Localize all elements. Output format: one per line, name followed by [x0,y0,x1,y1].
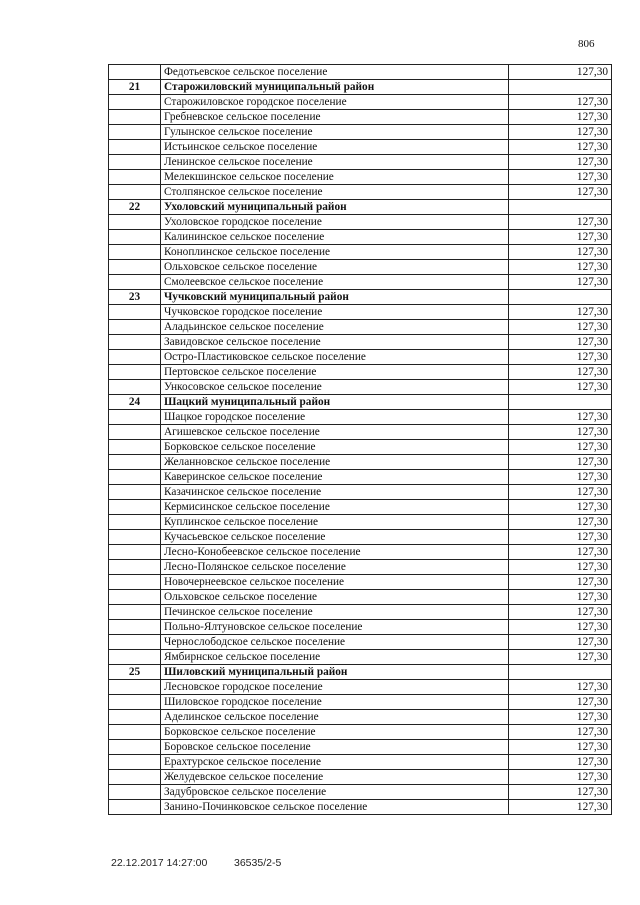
settlement-row [109,245,612,260]
settlement-name-cell: Кучасьевское сельское поселение [161,530,509,545]
tariff-value-cell: 127,30 [509,770,612,785]
tariff-value-cell: 127,30 [509,305,612,320]
settlement-row [109,515,612,530]
district-row [109,395,612,410]
row-number-cell [109,455,161,470]
settlement-name-cell: Старожиловское городское поселение [161,95,509,110]
tariff-value-cell: 127,30 [509,410,612,425]
settlement-row [109,455,612,470]
row-number-cell [109,515,161,530]
settlement-row [109,95,612,110]
settlement-row [109,620,612,635]
row-number-cell [109,545,161,560]
tariff-value-cell: 127,30 [509,440,612,455]
settlement-name-cell: Старожиловский муниципальный район [161,80,509,95]
settlement-name-cell: Остро-Пластиковское сельское поселение [161,350,509,365]
row-number-cell [109,470,161,485]
district-row [109,200,612,215]
district-row [109,665,612,680]
settlement-name-cell: Чучковский муниципальный район [161,290,509,305]
settlement-name-cell: Ухоловский муниципальный район [161,200,509,215]
settlement-name-cell: Пертовское сельское поселение [161,365,509,380]
row-number-cell: 23 [109,290,161,305]
settlement-name-cell: Боровское сельское поселение [161,740,509,755]
settlement-row [109,260,612,275]
tariff-value-cell: 127,30 [509,500,612,515]
tariff-value-cell: 127,30 [509,785,612,800]
settlement-name-cell: Чернослободское сельское поселение [161,635,509,650]
settlement-row [109,380,612,395]
settlement-row [109,740,612,755]
settlement-row [109,485,612,500]
settlement-name-cell: Гулынское сельское поселение [161,125,509,140]
row-number-cell: 21 [109,80,161,95]
tariff-value-cell [509,200,612,215]
settlement-name-cell: Лесно-Полянское сельское поселение [161,560,509,575]
settlement-row [109,230,612,245]
settlement-name-cell: Федотьевское сельское поселение [161,65,509,80]
tariff-value-cell: 127,30 [509,800,612,815]
settlement-name-cell: Истьинское сельское поселение [161,140,509,155]
settlement-row [109,635,612,650]
row-number-cell [109,410,161,425]
settlement-name-cell: Ерахтурское сельское поселение [161,755,509,770]
settlement-row [109,275,612,290]
settlement-name-cell: Шацкое городское поселение [161,410,509,425]
row-number-cell [109,65,161,80]
row-number-cell [109,725,161,740]
settlement-name-cell: Желанновское сельское поселение [161,455,509,470]
row-number-cell [109,605,161,620]
tariff-table-body [109,65,612,815]
row-number-cell [109,215,161,230]
row-number-cell [109,425,161,440]
tariff-value-cell: 127,30 [509,455,612,470]
settlement-row [109,425,612,440]
tariff-value-cell: 127,30 [509,695,612,710]
row-number-cell: 24 [109,395,161,410]
tariff-value-cell: 127,30 [509,470,612,485]
tariff-value-cell: 127,30 [509,245,612,260]
tariff-value-cell: 127,30 [509,230,612,245]
row-number-cell [109,95,161,110]
tariff-value-cell: 127,30 [509,140,612,155]
row-number-cell [109,185,161,200]
settlement-name-cell: Ольховское сельское поселение [161,590,509,605]
district-row [109,290,612,305]
settlement-name-cell: Завидовское сельское поселение [161,335,509,350]
tariff-value-cell: 127,30 [509,575,612,590]
settlement-row [109,185,612,200]
settlement-name-cell: Столпянское сельское поселение [161,185,509,200]
row-number-cell [109,230,161,245]
tariff-value-cell: 127,30 [509,215,612,230]
settlement-name-cell: Агишевское сельское поселение [161,425,509,440]
settlement-row [109,350,612,365]
row-number-cell [109,170,161,185]
page-number: 806 [578,38,595,50]
tariff-value-cell: 127,30 [509,185,612,200]
settlement-name-cell: Мелекшинское сельское поселение [161,170,509,185]
settlement-name-cell: Калининское сельское поселение [161,230,509,245]
row-number-cell [109,695,161,710]
row-number-cell [109,650,161,665]
settlement-row [109,410,612,425]
tariff-value-cell: 127,30 [509,365,612,380]
tariff-value-cell: 127,30 [509,710,612,725]
settlement-row [109,365,612,380]
settlement-name-cell: Шиловский муниципальный район [161,665,509,680]
settlement-row [109,65,612,80]
settlement-name-cell: Новочернеевское сельское поселение [161,575,509,590]
tariff-value-cell: 127,30 [509,95,612,110]
row-number-cell [109,335,161,350]
settlement-row [109,680,612,695]
row-number-cell [109,500,161,515]
settlement-row [109,545,612,560]
settlement-name-cell: Ольховское сельское поселение [161,260,509,275]
settlement-name-cell: Борковское сельское поселение [161,725,509,740]
settlement-name-cell: Аладьинское сельское поселение [161,320,509,335]
row-number-cell [109,620,161,635]
row-number-cell [109,380,161,395]
settlement-name-cell: Ухоловское городское поселение [161,215,509,230]
settlement-name-cell: Ункосовское сельское поселение [161,380,509,395]
settlement-name-cell: Задубровское сельское поселение [161,785,509,800]
tariff-value-cell: 127,30 [509,620,612,635]
row-number-cell [109,110,161,125]
settlement-name-cell: Лесновское городское поселение [161,680,509,695]
settlement-row [109,560,612,575]
settlement-row [109,500,612,515]
row-number-cell [109,245,161,260]
tariff-value-cell: 127,30 [509,380,612,395]
tariff-value-cell: 127,30 [509,650,612,665]
settlement-row [109,770,612,785]
settlement-name-cell: Печинское сельское поселение [161,605,509,620]
tariff-value-cell [509,395,612,410]
settlement-row [109,590,612,605]
row-number-cell [109,485,161,500]
tariff-value-cell: 127,30 [509,740,612,755]
tariff-value-cell [509,290,612,305]
settlement-row [109,125,612,140]
settlement-name-cell: Куплинское сельское поселение [161,515,509,530]
tariff-value-cell: 127,30 [509,110,612,125]
settlement-row [109,725,612,740]
row-number-cell [109,125,161,140]
settlement-row [109,575,612,590]
tariff-value-cell: 127,30 [509,275,612,290]
settlement-row [109,440,612,455]
settlement-row [109,710,612,725]
tariff-value-cell: 127,30 [509,155,612,170]
row-number-cell [109,785,161,800]
tariff-value-cell [509,665,612,680]
settlement-row [109,470,612,485]
row-number-cell [109,770,161,785]
settlement-row [109,650,612,665]
row-number-cell [109,755,161,770]
footer-document-code: 36535/2-5 [234,857,282,869]
row-number-cell [109,305,161,320]
settlement-name-cell: Шацкий муниципальный район [161,395,509,410]
settlement-name-cell: Коноплинское сельское поселение [161,245,509,260]
settlement-name-cell: Аделинское сельское поселение [161,710,509,725]
settlement-row [109,140,612,155]
tariff-value-cell: 127,30 [509,680,612,695]
settlement-name-cell: Смолеевское сельское поселение [161,275,509,290]
tariff-value-cell: 127,30 [509,170,612,185]
tariff-value-cell: 127,30 [509,335,612,350]
tariff-value-cell [509,80,612,95]
row-number-cell: 25 [109,665,161,680]
row-number-cell [109,140,161,155]
tariff-value-cell: 127,30 [509,605,612,620]
settlement-name-cell: Желудевское сельское поселение [161,770,509,785]
tariff-value-cell: 127,30 [509,635,612,650]
tariff-value-cell: 127,30 [509,485,612,500]
row-number-cell [109,320,161,335]
settlement-name-cell: Ленинское сельское поселение [161,155,509,170]
tariff-value-cell: 127,30 [509,590,612,605]
settlement-row [109,110,612,125]
row-number-cell [109,530,161,545]
row-number-cell: 22 [109,200,161,215]
settlement-name-cell: Польно-Ялтуновское сельское поселение [161,620,509,635]
tariff-value-cell: 127,30 [509,425,612,440]
settlement-row [109,755,612,770]
settlement-row [109,335,612,350]
row-number-cell [109,635,161,650]
tariff-value-cell: 127,30 [509,725,612,740]
row-number-cell [109,155,161,170]
tariff-value-cell: 127,30 [509,320,612,335]
tariff-value-cell: 127,30 [509,755,612,770]
row-number-cell [109,365,161,380]
row-number-cell [109,800,161,815]
row-number-cell [109,740,161,755]
settlement-name-cell: Борковское сельское поселение [161,440,509,455]
row-number-cell [109,440,161,455]
settlement-name-cell: Гребневское сельское поселение [161,110,509,125]
row-number-cell [109,350,161,365]
settlement-row [109,605,612,620]
settlement-row [109,215,612,230]
tariff-value-cell: 127,30 [509,125,612,140]
tariff-value-cell: 127,30 [509,530,612,545]
footer-timestamp: 22.12.2017 14:27:00 [111,857,208,869]
settlement-name-cell: Казачинское сельское поселение [161,485,509,500]
tariff-value-cell: 127,30 [509,350,612,365]
settlement-name-cell: Чучковское городское поселение [161,305,509,320]
settlement-name-cell: Кермисинское сельское поселение [161,500,509,515]
row-number-cell [109,710,161,725]
tariff-value-cell: 127,30 [509,65,612,80]
row-number-cell [109,260,161,275]
tariff-value-cell: 127,30 [509,545,612,560]
row-number-cell [109,575,161,590]
tariff-value-cell: 127,30 [509,515,612,530]
settlement-row [109,800,612,815]
settlement-name-cell: Лесно-Конобеевское сельское поселение [161,545,509,560]
settlement-row [109,320,612,335]
row-number-cell [109,680,161,695]
settlement-row [109,695,612,710]
tariff-value-cell: 127,30 [509,560,612,575]
settlement-row [109,305,612,320]
tariff-value-cell: 127,30 [509,260,612,275]
settlement-name-cell: Шиловское городское поселение [161,695,509,710]
settlement-row [109,155,612,170]
settlement-name-cell: Занино-Починковское сельское поселение [161,800,509,815]
settlement-row [109,530,612,545]
tariff-table [108,64,612,815]
settlement-name-cell: Ямбирнское сельское поселение [161,650,509,665]
settlement-name-cell: Каверинское сельское поселение [161,470,509,485]
row-number-cell [109,560,161,575]
settlement-row [109,170,612,185]
row-number-cell [109,590,161,605]
district-row [109,80,612,95]
settlement-row [109,785,612,800]
row-number-cell [109,275,161,290]
